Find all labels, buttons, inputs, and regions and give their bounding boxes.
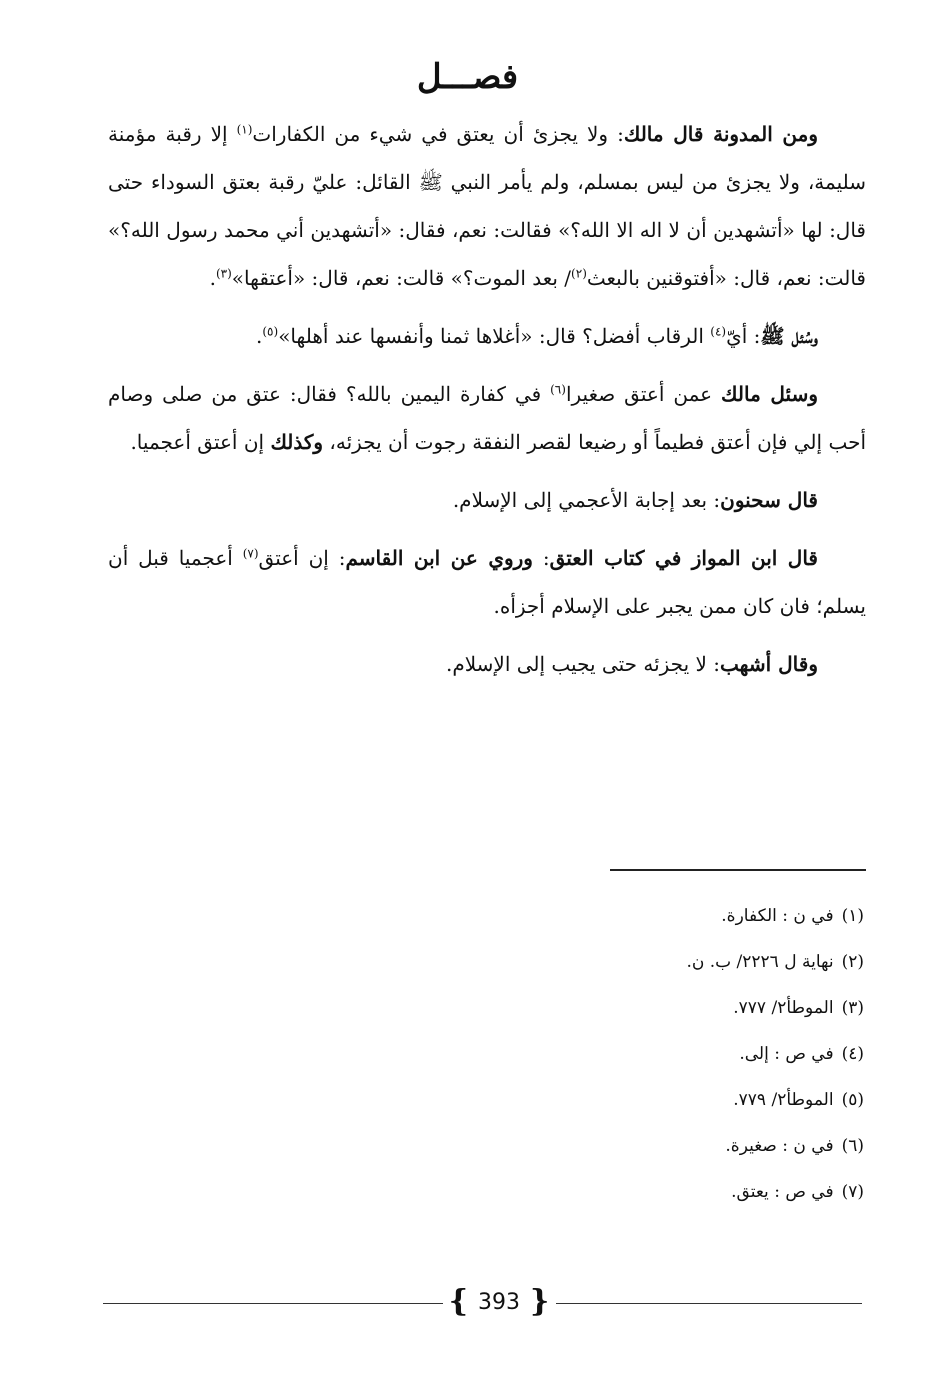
footnote-text: في ن : الكفارة. xyxy=(721,906,834,926)
footnotes-list xyxy=(500,893,864,1215)
folio-brace-open: { xyxy=(448,1284,468,1319)
footnote-ref-4: (٤) xyxy=(710,324,727,339)
footnote-text: نهاية ل ٢٢٢٦/ ب. ن. xyxy=(686,952,834,972)
footnote-item xyxy=(500,1123,864,1169)
footnote-item xyxy=(500,1031,864,1077)
text-run: في كفارة اليمين بالله؟ فقال: عتق من صلى وصام أحب إلي فإن أعتق فطيماً أو رضيعا لقصر النفقة رجوت أن يجزئه، xyxy=(108,382,866,454)
paragraph-sahnun xyxy=(108,476,866,524)
footnote-item xyxy=(500,985,864,1031)
footnote-ref-2: (٢) xyxy=(571,266,587,281)
folio-rule-left xyxy=(103,1303,443,1304)
text-run: أعجميا قبل أن يسلم؛ فان كان ممن يجبر على الإسلام أجزأه. xyxy=(108,546,866,618)
section-heading: فصـــل xyxy=(416,57,519,97)
paragraph-ibn-mawwaz xyxy=(108,534,866,630)
footnote-number: (٤) xyxy=(841,1044,864,1064)
text-run: : xyxy=(532,546,550,570)
text-run: : ولا يجزئ أن يعتق في شيء من الكفارات xyxy=(252,122,624,146)
paragraph-hadith xyxy=(108,312,866,360)
text-run: إن أعتق أعجميا. xyxy=(130,430,271,454)
footnote-number: (٢) xyxy=(841,952,864,972)
footnote-number: (٣) xyxy=(841,998,864,1018)
speaker-label: وسُئل ﷺ xyxy=(760,324,818,348)
main-text xyxy=(108,110,866,698)
speaker-label: قال سحنون xyxy=(720,488,818,512)
speaker-label: وقال أشهب xyxy=(720,652,818,676)
page-number-value: 393 xyxy=(478,1289,520,1315)
text-run: إلا رقبة مؤمنة سليمة، ولا يجزئ من ليس بمسلم، ولم يأمر النبي ﷺ القائل: عليّ رقبة بعتق السوداء حتى قال: لها «أتشهدين أن لا اله الا الله؟» فقالت: نعم، فقال: «أتشهدين أني محمد رسول الله؟» قالت: نعم، قال: «أفتوقنين بالبعث xyxy=(108,122,866,290)
speaker-label: ومن المدونة قال مالك xyxy=(623,122,818,146)
text-run: : بعد إجابة الأعجمي إلى الإسلام. xyxy=(452,488,721,512)
paragraph-mudawwana xyxy=(108,110,866,302)
text-run: الرقاب أفضل؟ قال: «أغلاها ثمنا وأنفسها عند أهلها» xyxy=(278,324,711,348)
speaker-label: قال ابن المواز في كتاب العتق xyxy=(549,546,818,570)
footnote-text: الموطأ٢/ ٧٧٩. xyxy=(733,1090,834,1110)
footnote-item xyxy=(500,893,864,939)
footnote-number: (١) xyxy=(841,906,864,926)
footnote-text: في ص : يعتق. xyxy=(731,1182,834,1202)
footnote-item xyxy=(500,939,864,985)
speaker-label: وسئل مالك xyxy=(721,382,818,406)
footnote-number: (٥) xyxy=(841,1090,864,1110)
text-run: عمن أعتق صغيرا xyxy=(565,382,722,406)
footnote-ref-7: (٧) xyxy=(242,546,259,561)
text-run: : أيّ xyxy=(726,324,761,348)
footnote-item xyxy=(500,1077,864,1123)
emphasis-word: وكذلك xyxy=(270,430,324,454)
folio-rule-right xyxy=(556,1303,862,1304)
speaker-label: وروي عن ابن القاسم xyxy=(345,546,533,570)
page-number xyxy=(445,1280,553,1324)
footnote-text: الموطأ٢/ ٧٧٧. xyxy=(733,998,834,1018)
text-run: . xyxy=(209,266,216,290)
folio-brace-close: } xyxy=(530,1284,550,1319)
footnote-text: في ن : صغيرة. xyxy=(725,1136,834,1156)
paragraph-ashhab xyxy=(108,640,866,688)
footnote-ref-5: (٥) xyxy=(262,324,279,339)
text-run: : إن أعتق xyxy=(258,546,346,570)
text-run: / بعد الموت؟» قالت: نعم، قال: «أعتقها» xyxy=(231,266,572,290)
text-run: . xyxy=(256,324,263,348)
footnote-number: (٧) xyxy=(841,1182,864,1202)
footnote-number: (٦) xyxy=(841,1136,864,1156)
footnote-ref-1: (١) xyxy=(236,122,253,137)
text-run: : لا يجزئه حتى يجيب إلى الإسلام. xyxy=(445,652,721,676)
footnote-ref-6: (٦) xyxy=(550,382,566,397)
footnote-text: في ص : إلى. xyxy=(739,1044,834,1064)
footnote-item xyxy=(500,1169,864,1215)
footnote-ref-3: (٣) xyxy=(215,266,232,281)
paragraph-malik-question xyxy=(108,370,866,466)
footnote-separator xyxy=(610,869,866,871)
